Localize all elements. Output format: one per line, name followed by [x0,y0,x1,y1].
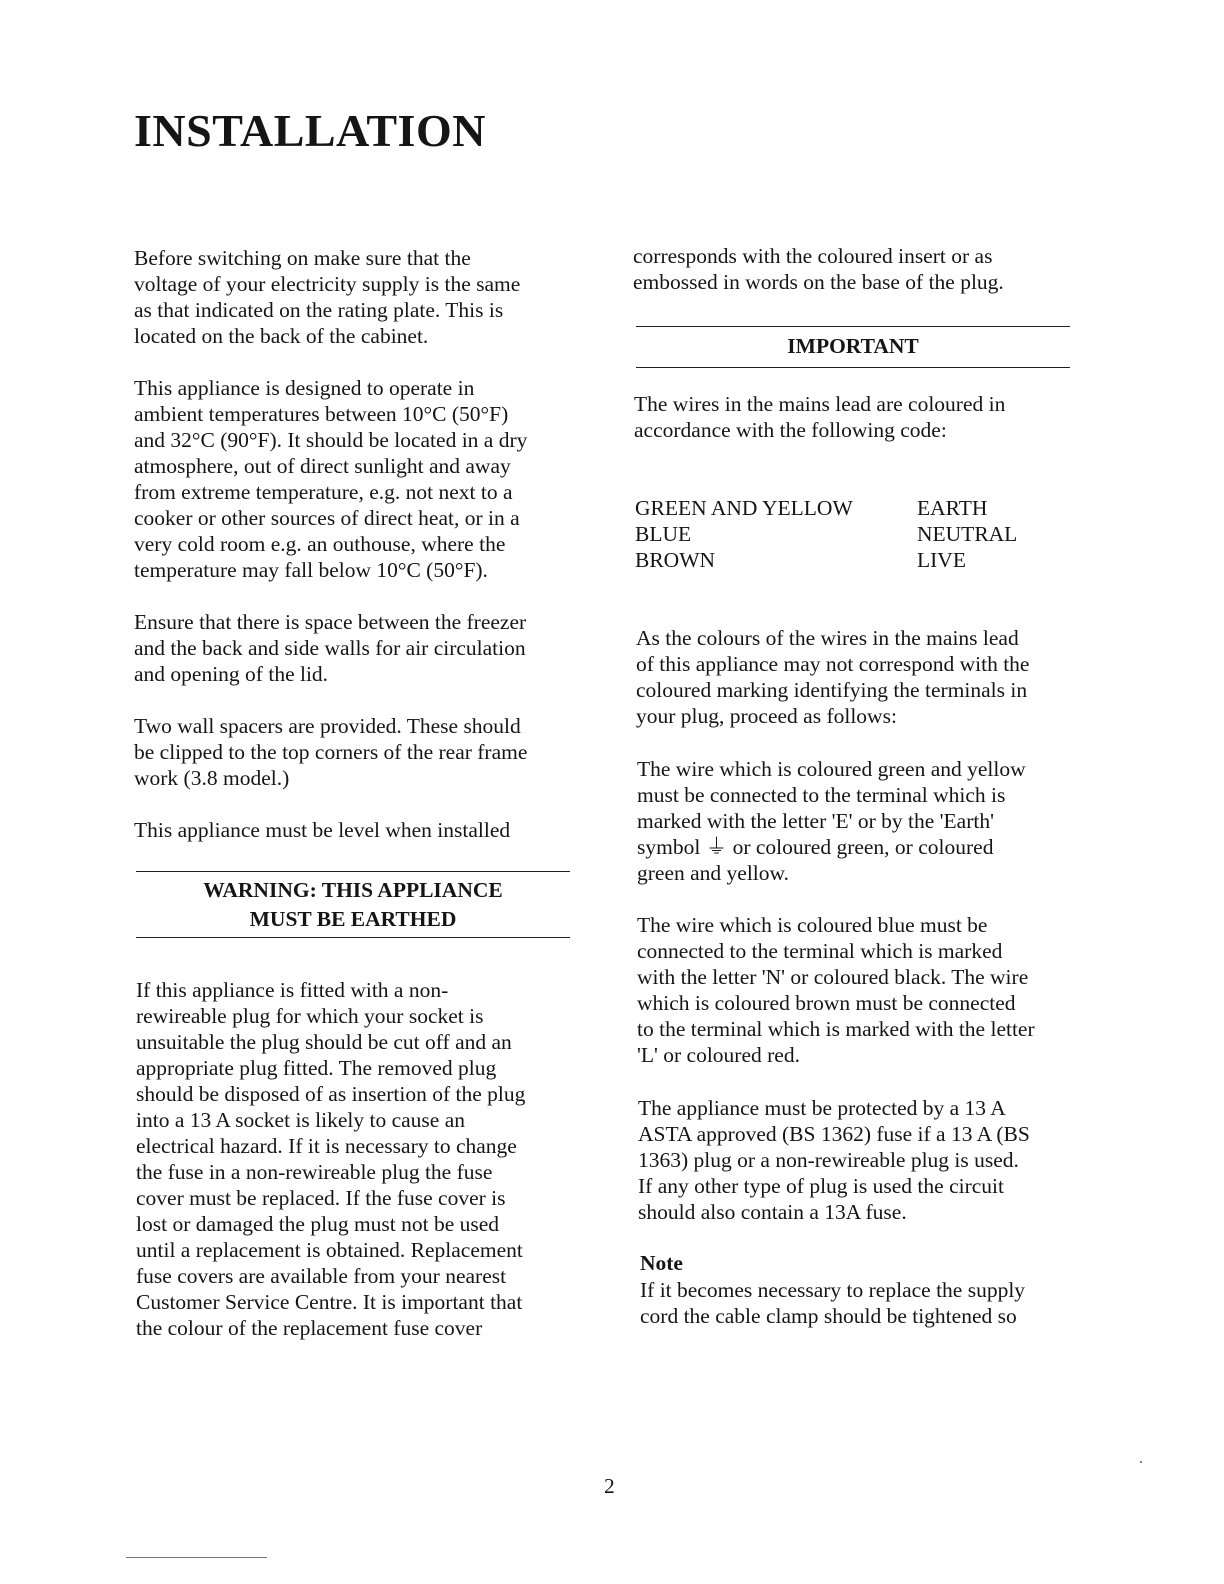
important-top-rule [636,326,1070,327]
footer-line [126,1557,267,1558]
non-rewireable-plug-paragraph: If this appliance is fitted with a non- rewireable plug for which your socket is unsuitable the plug should be cut off and an appropriate plug fitted. The removed plug should be disposed of as insertion of the plug into a 13 A socket is likely to cause an electrical hazard. If it is necessary to change the fuse in a non-rewireable plug the fuse cover must be replaced. If the fuse cover is lost or damaged the plug must not be used until a replacement is obtained. Replacement fuse covers are available from your nearest Customer Service Centre. It is important that the colour of the replacement fuse cover [136,978,526,1340]
coloured-insert-paragraph: corresponds with the coloured insert or as embossed in words on the base of the plug. [633,244,1004,294]
important-bottom-rule [636,367,1070,368]
wire-colour-brown: BROWN [635,548,716,572]
important-heading: IMPORTANT [787,334,919,358]
level-installation-paragraph: This appliance must be level when installed [134,818,511,842]
wire-function-neutral: NEUTRAL [917,522,1018,546]
wire-colour-intro-paragraph: The wires in the mains lead are coloured in accordance with the following code: [634,392,1006,442]
wire-function-earth: EARTH [917,496,988,520]
wire-mismatch-paragraph: As the colours of the wires in the mains lead of this appliance may not correspond with the coloured marking identifying the terminals in your plug, proceed as follows: [636,626,1030,728]
air-circulation-paragraph: Ensure that there is space between the freezer and the back and side walls for air circulation and opening of the lid. [134,610,527,686]
wire-colour-green-yellow: GREEN AND YELLOW [635,496,853,520]
earth-wire-paragraph: The wire which is coloured green and yellow must be connected to the terminal which is marked with the letter 'E' or by the 'Earth' symbol ⏚ or coloured green, or coloured green and yellow. [637,757,1026,885]
ambient-temperature-paragraph: This appliance is designed to operate in ambient temperatures between 10°C (50°F) and 32°C (90°F). It should be located in a dry atmosphere, out of direct sunlight and away from extreme temperature, e.g. not next to a cooker or other sources of direct heat, or in a very cold room e.g. an outhouse, where the temperature may fall below 10°C (50°F). [134,376,528,582]
page-title: INSTALLATION [134,105,486,156]
page-number: 2 [604,1474,615,1498]
fuse-protection-paragraph: The appliance must be protected by a 13 A ASTA approved (BS 1362) fuse if a 13 A (BS 1363) plug or a non-rewireable plug is used. If any other type of plug is used the circuit should also contain a 13A fuse. [638,1096,1030,1224]
wire-function-live: LIVE [917,548,966,572]
note-heading: Note [640,1251,683,1275]
wall-spacers-paragraph: Two wall spacers are provided. These should be clipped to the top corners of the rear frame work (3.8 model.) [134,714,528,790]
note-text: If it becomes necessary to replace the supply cord the cable clamp should be tightened so [640,1278,1026,1328]
warning-heading: WARNING: THIS APPLIANCE MUST BE EARTHED [203,878,503,931]
scan-speck [1140,1461,1142,1463]
warning-top-rule [136,871,570,872]
neutral-live-wire-paragraph: The wire which is coloured blue must be connected to the terminal which is marked with the letter 'N' or coloured black. The wire which is coloured brown must be connected to the terminal which is marked with the letter 'L' or coloured red. [637,913,1035,1067]
wire-colour-blue: BLUE [635,522,692,546]
supply-voltage-paragraph: Before switching on make sure that the voltage of your electricity supply is the same as that indicated on the rating plate. This is located on the back of the cabinet. [134,246,521,348]
warning-bottom-rule [136,937,570,938]
